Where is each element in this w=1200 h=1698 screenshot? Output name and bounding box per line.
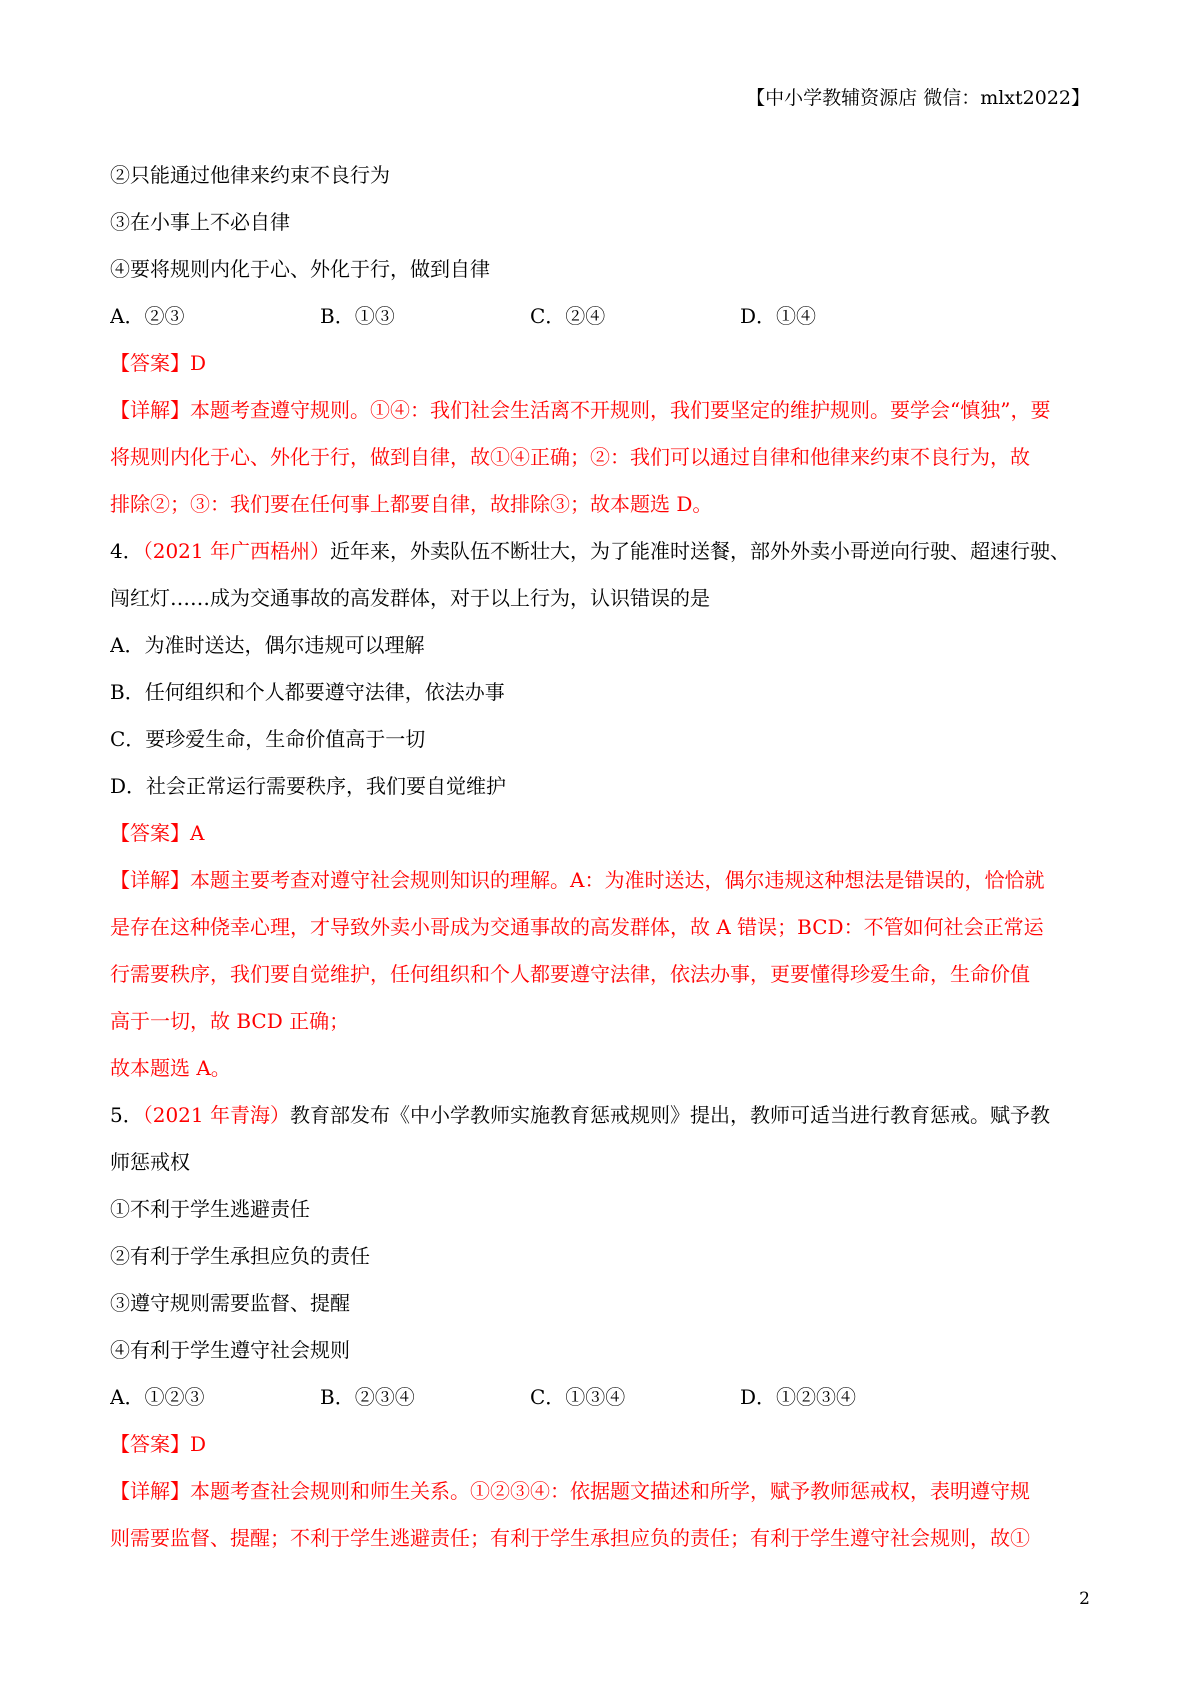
q5-stem-line-1	[110, 1092, 1100, 1139]
q5-number: 5．	[110, 1103, 143, 1127]
q5-option-a: A．①②③	[110, 1385, 205, 1409]
q3-option-d: D．①④	[740, 304, 817, 328]
watermark-header: 【中小学教辅资源店 微信：mlxt2022】	[746, 87, 1090, 109]
q3-explanation-line-2: 将规则内化于心、外化于行，做到自律，故①④正确；②：我们可以通过自律和他律来约束不良行为，故	[110, 445, 1030, 469]
q4-option-c: C．要珍爱生命，生命价值高于一切	[110, 727, 426, 751]
q5-option-b: B．②③④	[320, 1385, 415, 1409]
q5-option-c: C．①③④	[530, 1385, 626, 1409]
q4-number: 4．	[110, 539, 143, 563]
q5-item-4: ④有利于学生遵守社会规则	[110, 1338, 350, 1362]
q5-item-1: ①不利于学生逃避责任	[110, 1197, 310, 1221]
q5-answer: 【答案】D	[110, 1432, 207, 1456]
q5-explanation-line-1: 【详解】本题考查社会规则和师生关系。①②③④：依据题文描述和所学，赋予教师惩戒权，表明遵守规	[110, 1479, 1030, 1503]
q5-explanation-line-2: 则需要监督、提醒；不利于学生逃避责任；有利于学生承担应负的责任；有利于学生遵守社会规则，故①	[110, 1526, 1030, 1550]
q3-item-4: ④要将规则内化于心、外化于行，做到自律	[110, 257, 490, 281]
q4-explanation-line-3: 行需要秩序，我们要自觉维护，任何组织和个人都要遵守法律，依法办事，更要懂得珍爱生命，生命价值	[110, 962, 1030, 986]
q4-option-a: A．为准时送达，偶尔违规可以理解	[110, 633, 425, 657]
q3-option-b: B．①③	[320, 304, 395, 328]
q3-explanation-line-1: 【详解】本题考查遵守规则。①④：我们社会生活离不开规则，我们要坚定的维护规则。要学会“慎独”，要	[110, 398, 1051, 422]
q4-stem-line-2: 闯红灯……成为交通事故的高发群体，对于以上行为，认识错误的是	[110, 586, 710, 610]
q5-stem-line-2: 师惩戒权	[110, 1150, 190, 1174]
q4-stem-line-1	[110, 528, 1100, 575]
q4-explanation-line-2: 是存在这种侥幸心理，才导致外卖小哥成为交通事故的高发群体，故 A 错误；BCD：不管如何社会正常运	[110, 915, 1044, 939]
q3-explanation-line-3: 排除②；③：我们要在任何事上都要自律，故排除③；故本题选 D。	[110, 492, 713, 516]
q3-options	[110, 293, 1100, 340]
q4-explanation-line-4: 高于一切，故 BCD 正确；	[110, 1009, 350, 1033]
q4-answer: 【答案】A	[110, 821, 205, 845]
q4-source: （2021 年广西梧州）	[142, 539, 330, 563]
q4-stem-text: 近年来，外卖队伍不断壮大，为了能准时送餐，部外外卖小哥逆向行驶、超速行驶、	[330, 539, 1070, 563]
q3-item-3: ③在小事上不必自律	[110, 210, 290, 234]
q5-item-3: ③遵守规则需要监督、提醒	[110, 1291, 350, 1315]
q3-item-2: ②只能通过他律来约束不良行为	[110, 163, 390, 187]
q3-option-a: A．②③	[110, 304, 185, 328]
q5-stem-text: 教育部发布《中小学教师实施教育惩戒规则》提出，教师可适当进行教育惩戒。赋予教	[290, 1103, 1050, 1127]
q4-explanation-line-1: 【详解】本题主要考查对遵守社会规则知识的理解。A：为准时送达，偶尔违规这种想法是错误的，恰恰就	[110, 868, 1045, 892]
q5-item-2: ②有利于学生承担应负的责任	[110, 1244, 370, 1268]
q5-option-d: D．①②③④	[740, 1385, 857, 1409]
q3-option-c: C．②④	[530, 304, 606, 328]
q4-option-d: D．社会正常运行需要秩序，我们要自觉维护	[110, 774, 507, 798]
document-body	[110, 152, 1100, 1562]
q5-source: （2021 年青海）	[142, 1103, 290, 1127]
q5-options	[110, 1374, 1100, 1421]
q4-option-b: B．任何组织和个人都要遵守法律，依法办事	[110, 680, 505, 704]
q3-answer: 【答案】D	[110, 351, 207, 375]
q4-explanation-line-5: 故本题选 A。	[110, 1056, 231, 1080]
page-number: 2	[1079, 1589, 1090, 1609]
